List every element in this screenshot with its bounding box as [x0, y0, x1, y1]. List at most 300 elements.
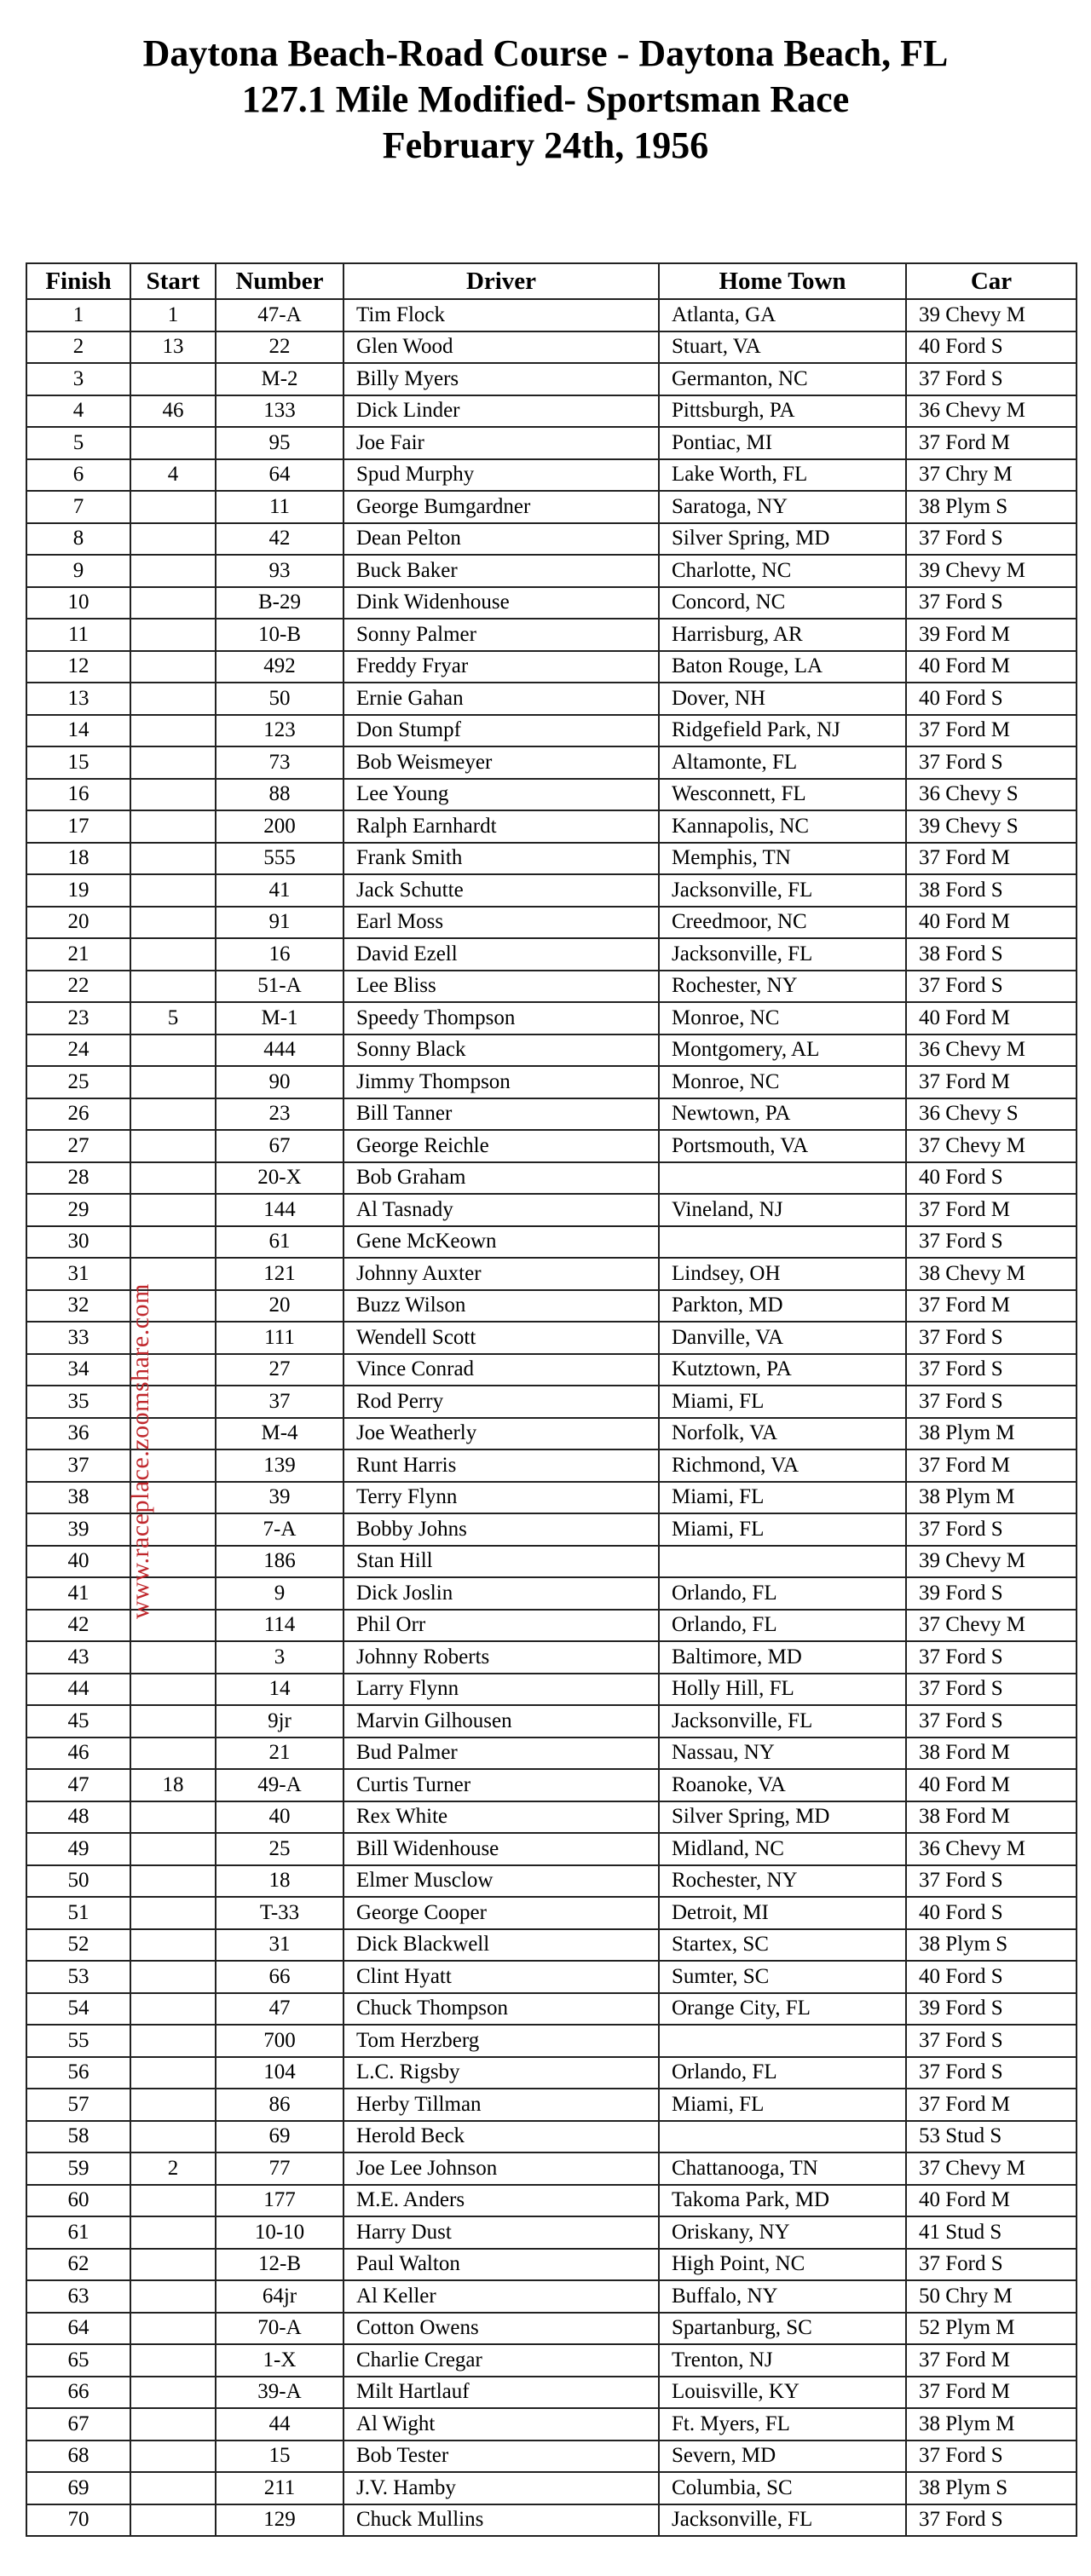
table-row [26, 587, 1077, 620]
start-cell [130, 427, 216, 459]
driver-cell: J.V. Hamby [343, 2472, 659, 2504]
finish-cell: 30 [26, 1226, 130, 1259]
number-cell: 91 [216, 907, 343, 939]
finish-cell: 17 [26, 810, 130, 843]
finish-cell: 56 [26, 2057, 130, 2089]
number-cell: 42 [216, 523, 343, 556]
finish-cell: 37 [26, 1449, 130, 1482]
car-cell: 39 Chevy S [906, 810, 1077, 843]
finish-cell: 15 [26, 746, 130, 779]
driver-cell: Ernie Gahan [343, 683, 659, 715]
driver-cell: Al Tasnady [343, 1194, 659, 1226]
table-row [26, 2216, 1077, 2249]
driver-cell: Billy Myers [343, 363, 659, 395]
car-cell: 40 Ford S [906, 1897, 1077, 1929]
number-cell: 61 [216, 1226, 343, 1259]
header-number: Number [216, 263, 343, 299]
start-cell [130, 2025, 216, 2057]
driver-cell: L.C. Rigsby [343, 2057, 659, 2089]
home-town-cell: Saratoga, NY [659, 491, 906, 523]
driver-cell: Phil Orr [343, 1610, 659, 1642]
number-cell: 186 [216, 1546, 343, 1578]
table-row [26, 363, 1077, 395]
table-row [26, 1546, 1077, 1578]
car-cell: 38 Chevy M [906, 1258, 1077, 1290]
number-cell: 23 [216, 1098, 343, 1131]
driver-cell: Clint Hyatt [343, 1961, 659, 1993]
driver-cell: Dick Linder [343, 395, 659, 428]
finish-cell: 16 [26, 779, 130, 811]
start-cell: 1 [130, 299, 216, 331]
number-cell: M-2 [216, 363, 343, 395]
home-town-cell: Lindsey, OH [659, 1258, 906, 1290]
finish-cell: 70 [26, 2504, 130, 2537]
driver-cell: Cotton Owens [343, 2313, 659, 2345]
number-cell: 133 [216, 395, 343, 428]
finish-cell: 23 [26, 1002, 130, 1034]
driver-cell: George Bumgardner [343, 491, 659, 523]
home-town-cell: Miami, FL [659, 1513, 906, 1546]
start-cell [130, 2504, 216, 2537]
finish-cell: 19 [26, 874, 130, 907]
table-row [26, 1098, 1077, 1131]
home-town-cell: Midland, NC [659, 1833, 906, 1865]
finish-cell: 64 [26, 2313, 130, 2345]
finish-cell: 5 [26, 427, 130, 459]
header-row [26, 263, 1077, 299]
driver-cell: Elmer Musclow [343, 1865, 659, 1898]
start-cell [130, 746, 216, 779]
start-cell [130, 555, 216, 587]
number-cell: 47-A [216, 299, 343, 331]
home-town-cell: Montgomery, AL [659, 1034, 906, 1067]
home-town-cell: Vineland, NJ [659, 1194, 906, 1226]
home-town-cell: Harrisburg, AR [659, 619, 906, 651]
start-cell [130, 1194, 216, 1226]
start-cell [130, 1098, 216, 1131]
number-cell: 41 [216, 874, 343, 907]
number-cell: 44 [216, 2408, 343, 2441]
car-cell: 37 Ford M [906, 2089, 1077, 2121]
table-row [26, 1865, 1077, 1898]
car-cell: 38 Plym S [906, 2472, 1077, 2504]
number-cell: 39 [216, 1482, 343, 1514]
driver-cell: Dean Pelton [343, 523, 659, 556]
finish-cell: 20 [26, 907, 130, 939]
finish-cell: 7 [26, 491, 130, 523]
home-town-cell: Nassau, NY [659, 1738, 906, 1770]
home-town-cell: Oriskany, NY [659, 2216, 906, 2249]
car-cell: 40 Ford M [906, 1002, 1077, 1034]
home-town-cell [659, 2121, 906, 2153]
number-cell: 121 [216, 1258, 343, 1290]
home-town-cell: Ft. Myers, FL [659, 2408, 906, 2441]
home-town-cell: Monroe, NC [659, 1002, 906, 1034]
home-town-cell: Louisville, KY [659, 2377, 906, 2409]
table-row [26, 2472, 1077, 2504]
start-cell [130, 938, 216, 971]
car-cell: 40 Ford S [906, 683, 1077, 715]
car-cell: 36 Chevy S [906, 779, 1077, 811]
car-cell: 38 Ford S [906, 938, 1077, 971]
start-cell [130, 1865, 216, 1898]
car-cell: 37 Ford M [906, 2377, 1077, 2409]
table-row [26, 555, 1077, 587]
table-row [26, 2280, 1077, 2313]
number-cell: 11 [216, 491, 343, 523]
table-row [26, 2344, 1077, 2377]
number-cell: M-1 [216, 1002, 343, 1034]
car-cell: 37 Ford M [906, 1449, 1077, 1482]
driver-cell: David Ezell [343, 938, 659, 971]
number-cell: 700 [216, 2025, 343, 2057]
car-cell: 37 Chevy M [906, 2152, 1077, 2185]
finish-cell: 44 [26, 1674, 130, 1706]
start-cell [130, 491, 216, 523]
table-row [26, 779, 1077, 811]
home-town-cell: Kutztown, PA [659, 1354, 906, 1386]
car-cell: 38 Ford M [906, 1801, 1077, 1834]
finish-cell: 67 [26, 2408, 130, 2441]
start-cell [130, 2185, 216, 2217]
number-cell: 20-X [216, 1162, 343, 1195]
driver-cell: Charlie Cregar [343, 2344, 659, 2377]
driver-cell: Joe Lee Johnson [343, 2152, 659, 2185]
number-cell: 177 [216, 2185, 343, 2217]
start-cell [130, 1961, 216, 1993]
driver-cell: Terry Flynn [343, 1482, 659, 1514]
car-cell: 37 Ford M [906, 1066, 1077, 1098]
car-cell: 50 Chry M [906, 2280, 1077, 2313]
table-row [26, 1482, 1077, 1514]
finish-cell: 53 [26, 1961, 130, 1993]
number-cell: 77 [216, 2152, 343, 2185]
finish-cell: 11 [26, 619, 130, 651]
start-cell [130, 2472, 216, 2504]
car-cell: 37 Ford S [906, 2441, 1077, 2473]
driver-cell: Rex White [343, 1801, 659, 1834]
driver-cell: Don Stumpf [343, 715, 659, 747]
number-cell: 15 [216, 2441, 343, 2473]
number-cell: 86 [216, 2089, 343, 2121]
driver-cell: Gene McKeown [343, 1226, 659, 1259]
home-town-cell: Buffalo, NY [659, 2280, 906, 2313]
number-cell: 111 [216, 1322, 343, 1354]
car-cell: 37 Ford S [906, 1354, 1077, 1386]
driver-cell: Curtis Turner [343, 1769, 659, 1801]
number-cell: B-29 [216, 587, 343, 620]
table-row [26, 1130, 1077, 1162]
car-cell: 40 Ford M [906, 907, 1077, 939]
start-cell [130, 2216, 216, 2249]
home-town-cell: Baltimore, MD [659, 1641, 906, 1674]
car-cell: 37 Chry M [906, 459, 1077, 492]
table-row [26, 2121, 1077, 2153]
driver-cell: Bud Palmer [343, 1738, 659, 1770]
start-cell [130, 619, 216, 651]
finish-cell: 6 [26, 459, 130, 492]
car-cell: 38 Ford S [906, 874, 1077, 907]
finish-cell: 35 [26, 1386, 130, 1418]
table-row [26, 523, 1077, 556]
driver-cell: Bobby Johns [343, 1513, 659, 1546]
finish-cell: 26 [26, 1098, 130, 1131]
driver-cell: Bill Tanner [343, 1098, 659, 1131]
finish-cell: 51 [26, 1897, 130, 1929]
home-town-cell: Pontiac, MI [659, 427, 906, 459]
car-cell: 53 Stud S [906, 2121, 1077, 2153]
home-town-cell: Rochester, NY [659, 971, 906, 1003]
start-cell [130, 810, 216, 843]
table-row [26, 2408, 1077, 2441]
finish-cell: 22 [26, 971, 130, 1003]
number-cell: 37 [216, 1386, 343, 1418]
title-line-1: Daytona Beach-Road Course - Daytona Beach, FL [142, 32, 949, 74]
driver-cell: Johnny Auxter [343, 1258, 659, 1290]
home-town-cell: Chattanooga, TN [659, 2152, 906, 2185]
finish-cell: 63 [26, 2280, 130, 2313]
home-town-cell: Baton Rouge, LA [659, 651, 906, 683]
header-start: Start [130, 263, 216, 299]
start-cell [130, 2441, 216, 2473]
home-town-cell: Ridgefield Park, NJ [659, 715, 906, 747]
table-row [26, 1610, 1077, 1642]
table-row [26, 331, 1077, 364]
driver-cell: Sonny Palmer [343, 619, 659, 651]
number-cell: 31 [216, 1929, 343, 1962]
table-row [26, 2152, 1077, 2185]
number-cell: 12-B [216, 2249, 343, 2281]
number-cell: 18 [216, 1865, 343, 1898]
start-cell: 5 [130, 1002, 216, 1034]
number-cell: 64 [216, 459, 343, 492]
home-town-cell: Orange City, FL [659, 1993, 906, 2026]
driver-cell: Joe Weatherly [343, 1418, 659, 1450]
table-row [26, 395, 1077, 428]
start-cell: 4 [130, 459, 216, 492]
table-row [26, 427, 1077, 459]
car-cell: 37 Ford S [906, 1386, 1077, 1418]
home-town-cell [659, 1162, 906, 1195]
table-row [26, 1705, 1077, 1738]
finish-cell: 55 [26, 2025, 130, 2057]
car-cell: 52 Plym M [906, 2313, 1077, 2345]
table-row [26, 1386, 1077, 1418]
finish-cell: 25 [26, 1066, 130, 1098]
start-cell [130, 1738, 216, 1770]
finish-cell: 31 [26, 1258, 130, 1290]
table-row [26, 1066, 1077, 1098]
number-cell: 211 [216, 2472, 343, 2504]
finish-cell: 40 [26, 1546, 130, 1578]
title-line-3: February 24th, 1956 [382, 124, 709, 166]
header-car: Car [906, 263, 1077, 299]
home-town-cell: Parkton, MD [659, 1290, 906, 1323]
finish-cell: 39 [26, 1513, 130, 1546]
finish-cell: 62 [26, 2249, 130, 2281]
home-town-cell: Richmond, VA [659, 1449, 906, 1482]
number-cell: 555 [216, 843, 343, 875]
home-town-cell: Wesconnett, FL [659, 779, 906, 811]
start-cell [130, 1929, 216, 1962]
table-row [26, 299, 1077, 331]
driver-cell: Sonny Black [343, 1034, 659, 1067]
table-row [26, 746, 1077, 779]
number-cell: 444 [216, 1034, 343, 1067]
driver-cell: Jack Schutte [343, 874, 659, 907]
number-cell: 9jr [216, 1705, 343, 1738]
driver-cell: Chuck Thompson [343, 1993, 659, 2026]
driver-cell: Tim Flock [343, 299, 659, 331]
home-town-cell: Orlando, FL [659, 1610, 906, 1642]
start-cell [130, 907, 216, 939]
table-row [26, 1513, 1077, 1546]
home-town-cell: Takoma Park, MD [659, 2185, 906, 2217]
finish-cell: 66 [26, 2377, 130, 2409]
home-town-cell: Orlando, FL [659, 2057, 906, 2089]
car-cell: 37 Ford S [906, 971, 1077, 1003]
start-cell: 2 [130, 2152, 216, 2185]
car-cell: 40 Ford M [906, 2185, 1077, 2217]
driver-cell: Harry Dust [343, 2216, 659, 2249]
results-table [26, 262, 1077, 2537]
table-row [26, 1674, 1077, 1706]
car-cell: 37 Ford S [906, 2249, 1077, 2281]
driver-cell: Marvin Gilhousen [343, 1705, 659, 1738]
finish-cell: 36 [26, 1418, 130, 1450]
home-town-cell: Sumter, SC [659, 1961, 906, 1993]
finish-cell: 32 [26, 1290, 130, 1323]
finish-cell: 33 [26, 1322, 130, 1354]
finish-cell: 60 [26, 2185, 130, 2217]
car-cell: 36 Chevy S [906, 1098, 1077, 1131]
finish-cell: 41 [26, 1577, 130, 1610]
number-cell: 88 [216, 779, 343, 811]
number-cell: 20 [216, 1290, 343, 1323]
number-cell: 67 [216, 1130, 343, 1162]
number-cell: 129 [216, 2504, 343, 2537]
table-row [26, 1322, 1077, 1354]
number-cell: 114 [216, 1610, 343, 1642]
table-row [26, 1961, 1077, 1993]
finish-cell: 13 [26, 683, 130, 715]
table-row [26, 1769, 1077, 1801]
finish-cell: 10 [26, 587, 130, 620]
number-cell: 104 [216, 2057, 343, 2089]
driver-cell: Herold Beck [343, 2121, 659, 2153]
table-row [26, 1290, 1077, 1323]
table-row [26, 2441, 1077, 2473]
number-cell: 10-B [216, 619, 343, 651]
finish-cell: 29 [26, 1194, 130, 1226]
start-cell [130, 715, 216, 747]
driver-cell: Dink Widenhouse [343, 587, 659, 620]
home-town-cell: Orlando, FL [659, 1577, 906, 1610]
table-row [26, 2057, 1077, 2089]
home-town-cell: Portsmouth, VA [659, 1130, 906, 1162]
finish-cell: 8 [26, 523, 130, 556]
home-town-cell: Miami, FL [659, 2089, 906, 2121]
table-row [26, 1194, 1077, 1226]
car-cell: 41 Stud S [906, 2216, 1077, 2249]
number-cell: 90 [216, 1066, 343, 1098]
start-cell [130, 651, 216, 683]
start-cell [130, 1897, 216, 1929]
car-cell: 39 Ford S [906, 1993, 1077, 2026]
number-cell: 25 [216, 1833, 343, 1865]
car-cell: 36 Chevy M [906, 1034, 1077, 1067]
home-town-cell: Charlotte, NC [659, 555, 906, 587]
start-cell [130, 779, 216, 811]
number-cell: 492 [216, 651, 343, 683]
finish-cell: 24 [26, 1034, 130, 1067]
number-cell: 123 [216, 715, 343, 747]
car-cell: 37 Ford S [906, 746, 1077, 779]
number-cell: 51-A [216, 971, 343, 1003]
driver-cell: M.E. Anders [343, 2185, 659, 2217]
start-cell [130, 1226, 216, 1259]
home-town-cell: Trenton, NJ [659, 2344, 906, 2377]
car-cell: 37 Ford M [906, 1290, 1077, 1323]
start-cell [130, 1993, 216, 2026]
car-cell: 37 Ford M [906, 427, 1077, 459]
document-title [0, 31, 1091, 169]
header-finish: Finish [26, 263, 130, 299]
driver-cell: Frank Smith [343, 843, 659, 875]
start-cell [130, 1705, 216, 1738]
driver-cell: Ralph Earnhardt [343, 810, 659, 843]
finish-cell: 1 [26, 299, 130, 331]
start-cell: 46 [130, 395, 216, 428]
number-cell: 200 [216, 810, 343, 843]
home-town-cell: Severn, MD [659, 2441, 906, 2473]
number-cell: 70-A [216, 2313, 343, 2345]
driver-cell: Lee Young [343, 779, 659, 811]
table-row [26, 1449, 1077, 1482]
home-town-cell: Rochester, NY [659, 1865, 906, 1898]
number-cell: T-33 [216, 1897, 343, 1929]
car-cell: 37 Ford S [906, 1641, 1077, 1674]
car-cell: 36 Chevy M [906, 1833, 1077, 1865]
driver-cell: Runt Harris [343, 1449, 659, 1482]
start-cell [130, 1162, 216, 1195]
header-home-town: Home Town [659, 263, 906, 299]
finish-cell: 34 [26, 1354, 130, 1386]
home-town-cell [659, 2025, 906, 2057]
car-cell: 38 Plym M [906, 2408, 1077, 2441]
start-cell [130, 2057, 216, 2089]
driver-cell: Tom Herzberg [343, 2025, 659, 2057]
number-cell: 7-A [216, 1513, 343, 1546]
car-cell: 40 Ford M [906, 651, 1077, 683]
finish-cell: 4 [26, 395, 130, 428]
car-cell: 37 Ford S [906, 1705, 1077, 1738]
home-town-cell: Spartanburg, SC [659, 2313, 906, 2345]
number-cell: 139 [216, 1449, 343, 1482]
driver-cell: Al Wight [343, 2408, 659, 2441]
start-cell [130, 2121, 216, 2153]
finish-cell: 59 [26, 2152, 130, 2185]
car-cell: 37 Ford S [906, 1865, 1077, 1898]
start-cell [130, 2089, 216, 2121]
home-town-cell: Lake Worth, FL [659, 459, 906, 492]
table-row [26, 651, 1077, 683]
number-cell: 40 [216, 1801, 343, 1834]
table-row [26, 2249, 1077, 2281]
car-cell: 37 Ford M [906, 843, 1077, 875]
number-cell: 49-A [216, 1769, 343, 1801]
home-town-cell: Detroit, MI [659, 1897, 906, 1929]
